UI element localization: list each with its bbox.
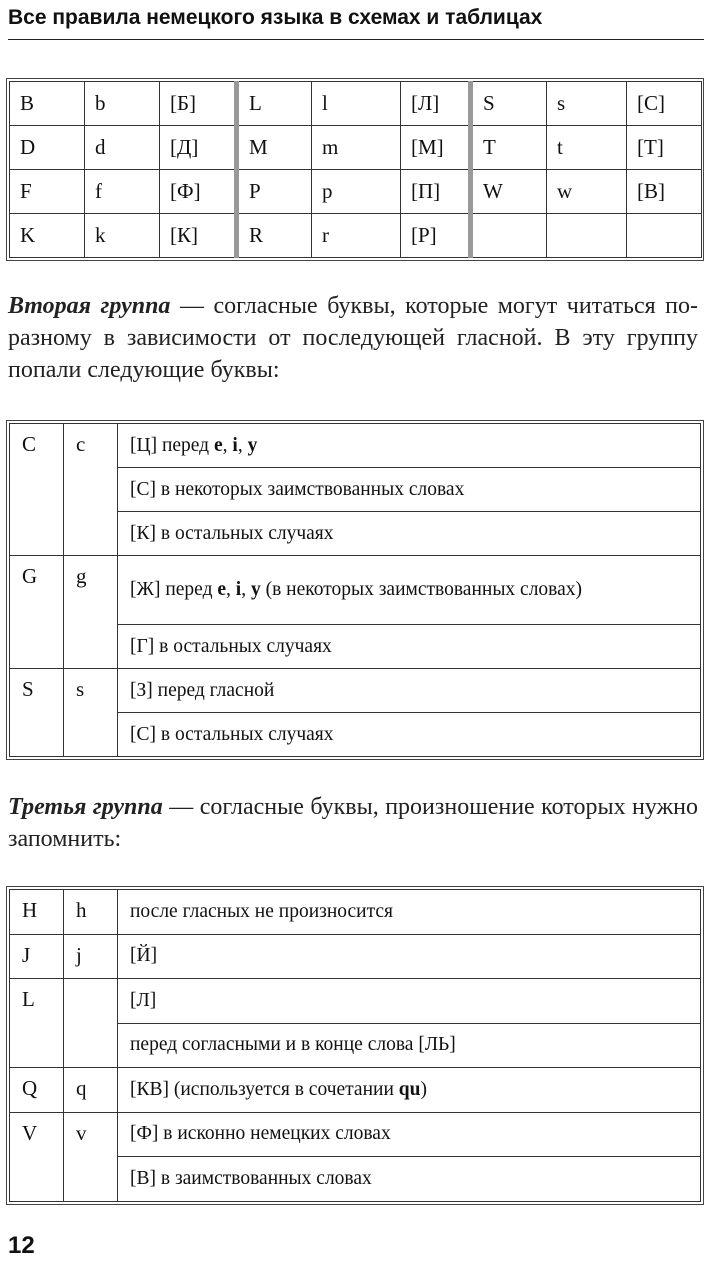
pronunciation-rule: перед согласными и в конце слова [ЛЬ]: [118, 1023, 701, 1068]
table-cell: T: [471, 126, 547, 170]
table-third-group: [6, 886, 704, 1205]
table-row: [10, 1068, 701, 1113]
third-group-lead: Третья группа: [8, 794, 163, 820]
table-cell: K: [10, 214, 85, 258]
letter-upper: V: [10, 1112, 64, 1201]
second-group-intro: [8, 290, 698, 386]
letter-upper: J: [10, 934, 64, 979]
letter-upper: L: [10, 979, 64, 1068]
letter-lower: c: [64, 424, 118, 556]
table-cell: [Т]: [627, 126, 702, 170]
table-row: [10, 1112, 701, 1157]
table-cell: F: [10, 170, 85, 214]
pronunciation-rule: [В] в заимствованных словах: [118, 1157, 701, 1202]
pronunciation-rule: [КВ] (используется в сочетании qu): [118, 1068, 701, 1113]
running-header: [8, 4, 704, 40]
table-cell: S: [471, 82, 547, 126]
table-cell: r: [312, 214, 401, 258]
table-cell: [Д]: [160, 126, 237, 170]
letter-lower: [64, 979, 118, 1068]
table-cell: k: [85, 214, 160, 258]
table-cell: [471, 214, 547, 258]
letter-lower: v: [64, 1112, 118, 1201]
pronunciation-rule: [Ф] в исконно немецких словах: [118, 1112, 701, 1157]
letter-upper: C: [10, 424, 64, 556]
table-cell: [Л]: [401, 82, 471, 126]
pronunciation-rule: [С] в остальных случаях: [118, 713, 701, 757]
table-row: [10, 556, 701, 625]
page-number: 12: [8, 1232, 35, 1259]
table-row: [10, 214, 702, 258]
table-row: [10, 890, 701, 935]
pronunciation-rule: [Л]: [118, 979, 701, 1024]
table-cell: p: [312, 170, 401, 214]
third-group-letters-table: [9, 889, 701, 1202]
letter-upper: H: [10, 890, 64, 935]
first-group-letters-table: [9, 81, 702, 258]
table-row: [10, 170, 702, 214]
table-cell: l: [312, 82, 401, 126]
table-cell: w: [547, 170, 627, 214]
table-cell: [547, 214, 627, 258]
letter-upper: S: [10, 669, 64, 757]
table-cell: f: [85, 170, 160, 214]
pronunciation-rule: [Й]: [118, 934, 701, 979]
table-cell: [М]: [401, 126, 471, 170]
table-second-group: [6, 420, 704, 760]
table-cell: L: [237, 82, 312, 126]
pronunciation-rule: [Ц] перед e, i, y: [118, 424, 701, 468]
letter-upper: G: [10, 556, 64, 669]
letter-lower: j: [64, 934, 118, 979]
table-cell: m: [312, 126, 401, 170]
table-cell: B: [10, 82, 85, 126]
pronunciation-rule: [З] перед гласной: [118, 669, 701, 713]
pronunciation-rule: [К] в остальных случаях: [118, 512, 701, 556]
table-row: [10, 669, 701, 713]
letter-lower: s: [64, 669, 118, 757]
table-cell: M: [237, 126, 312, 170]
table-cell: [С]: [627, 82, 702, 126]
pronunciation-rule: [С] в некоторых заимствованных словах: [118, 468, 701, 512]
second-group-text: — согласные буквы, которые могут читаться по-разному в зависимости от последующей гласной. В эту группу попали следующие буквы:: [8, 293, 699, 383]
table-cell: P: [237, 170, 312, 214]
table-cell: [В]: [627, 170, 702, 214]
book-title: Все правила немецкого языка в схемах и таблицах: [8, 6, 543, 29]
third-group-text: — согласные буквы, произношение которых нужно запомнить:: [8, 794, 699, 852]
letter-lower: g: [64, 556, 118, 669]
table-cell: [К]: [160, 214, 237, 258]
table-row: [10, 126, 702, 170]
second-group-lead: Вторая группа: [8, 293, 171, 319]
table-cell: b: [85, 82, 160, 126]
table-first-group: [6, 78, 704, 261]
third-group-intro: [8, 791, 698, 855]
pronunciation-rule: после гласных не произносится: [118, 890, 701, 935]
table-cell: [Ф]: [160, 170, 237, 214]
table-row: [10, 934, 701, 979]
table-cell: [П]: [401, 170, 471, 214]
pronunciation-rule: [Ж] перед e, i, y (в некоторых заимствованных словах): [118, 556, 701, 625]
letter-lower: h: [64, 890, 118, 935]
table-cell: d: [85, 126, 160, 170]
table-cell: [Р]: [401, 214, 471, 258]
table-cell: [Б]: [160, 82, 237, 126]
table-row: [10, 82, 702, 126]
letter-upper: Q: [10, 1068, 64, 1113]
table-cell: t: [547, 126, 627, 170]
table-cell: D: [10, 126, 85, 170]
second-group-letters-table: [9, 423, 701, 757]
table-cell: [627, 214, 702, 258]
table-cell: W: [471, 170, 547, 214]
letter-lower: q: [64, 1068, 118, 1113]
table-row: [10, 979, 701, 1024]
pronunciation-rule: [Г] в остальных случаях: [118, 625, 701, 669]
table-cell: R: [237, 214, 312, 258]
table-row: [10, 424, 701, 468]
table-cell: s: [547, 82, 627, 126]
